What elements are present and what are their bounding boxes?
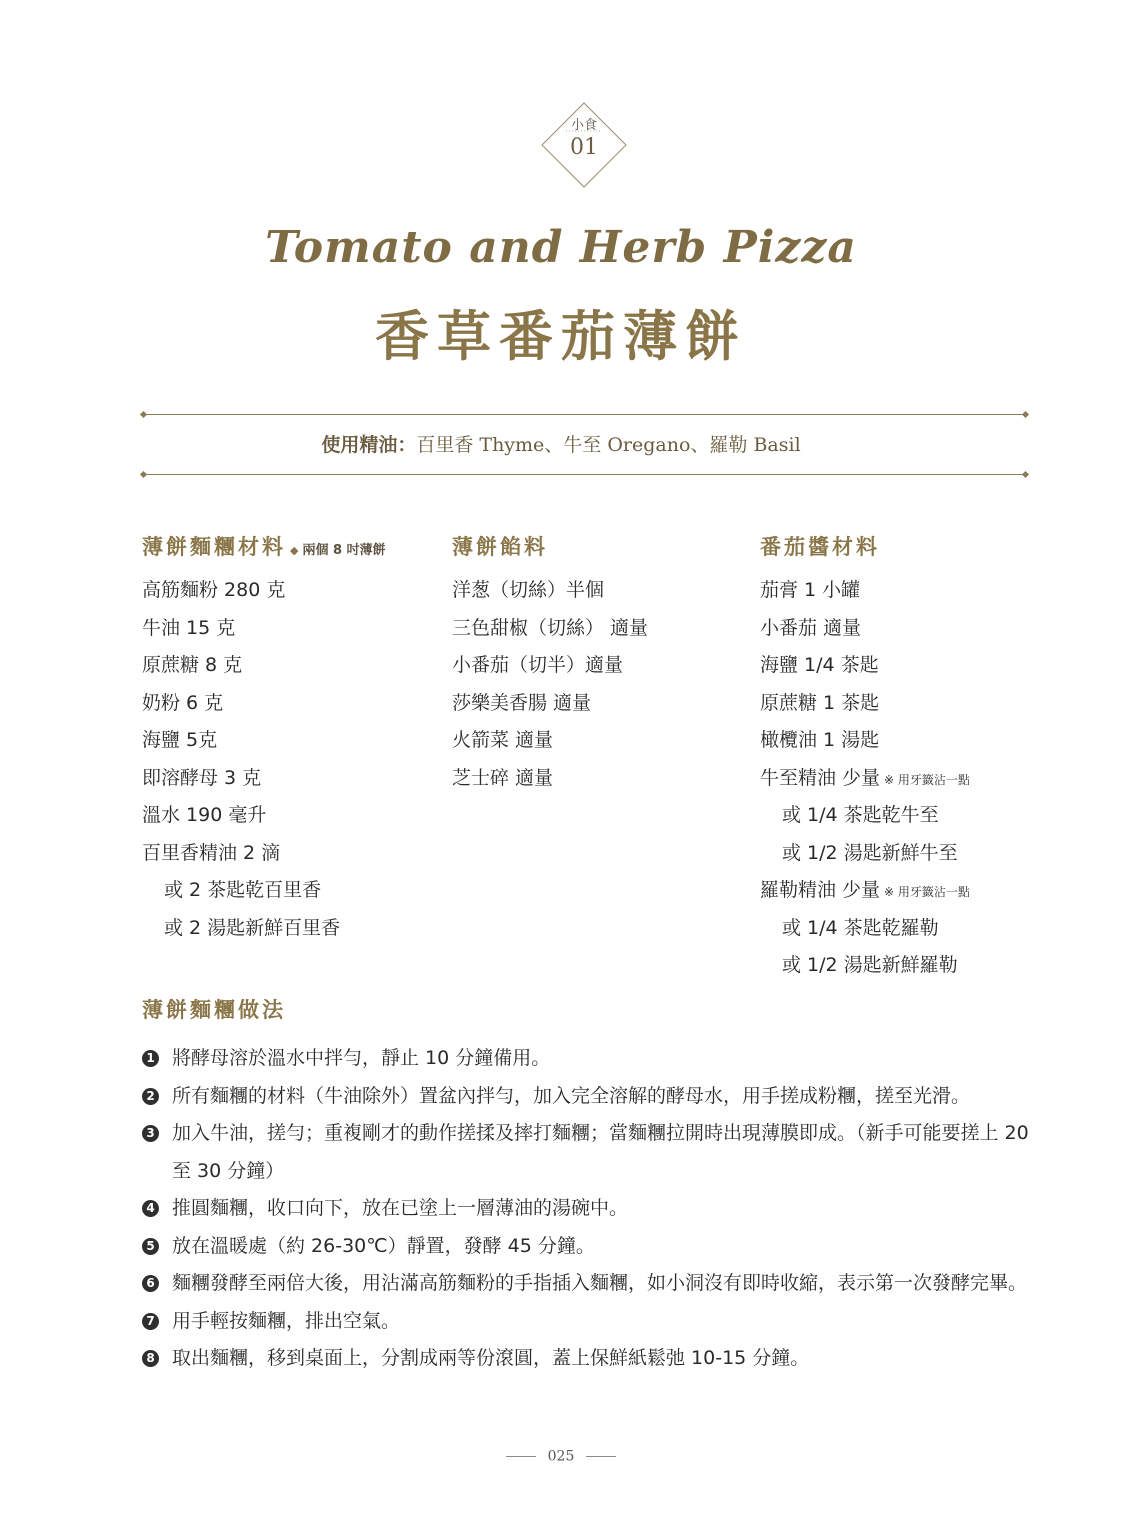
essential-oils-label: 使用精油：: [321, 434, 417, 456]
ingredient-text: 原蔗糖 1 茶匙: [760, 691, 880, 714]
ingredient-item: [760, 726, 1060, 764]
method-step: [142, 1340, 1030, 1378]
step-number-icon: 3: [142, 1125, 159, 1142]
step-text: 推圓麵糰，收口向下，放在已塗上一層薄油的湯碗中。: [172, 1197, 629, 1219]
ingredient-item: [142, 764, 442, 802]
step-number-icon: 1: [142, 1050, 159, 1067]
method-step: [142, 1190, 1030, 1228]
divider-top: [143, 414, 1026, 415]
ingredient-item: [452, 764, 742, 802]
ingredient-item: [142, 914, 442, 952]
ingredient-text: 或 1/2 湯匙新鮮羅勒: [782, 954, 958, 976]
page-footer: [0, 1446, 1122, 1465]
method-step: [142, 1078, 1030, 1116]
ingredient-list: [452, 576, 742, 801]
step-text: 將酵母溶於溫水中拌勻，靜止 10 分鐘備用。: [172, 1047, 551, 1069]
step-number-icon: 5: [142, 1238, 159, 1255]
title-english: Tomato and Herb Pizza: [265, 222, 857, 273]
tomato-sauce-heading: 番茄醬材料: [760, 534, 880, 559]
ingredient-item: [760, 576, 1060, 614]
ingredient-item: [452, 576, 742, 614]
ingredient-item: [142, 576, 442, 614]
ingredient-list: [142, 576, 442, 951]
ingredient-item: [142, 876, 442, 914]
step-number-icon: 7: [142, 1313, 159, 1330]
ingredient-text: 奶粉 6 克: [142, 691, 224, 714]
yield-note-text: 兩個 8 吋薄餅: [302, 543, 386, 558]
ingredient-text: 或 1/4 茶匙乾羅勒: [782, 916, 939, 939]
page-number: 025: [547, 1448, 575, 1465]
ingredient-text: 原蔗糖 8 克: [142, 654, 243, 676]
diamond-bullet-icon: ◆: [290, 544, 299, 557]
topping-column: [452, 530, 742, 801]
ingredient-text: 即溶酵母 3 克: [142, 766, 262, 789]
step-number-icon: 2: [142, 1088, 159, 1105]
ingredient-text: 牛油 15 克: [142, 616, 236, 639]
footer-line-left: [506, 1456, 536, 1457]
essential-oils-list: 百里香 Thyme、牛至 Oregano、羅勒 Basil: [416, 434, 801, 456]
ingredient-item: [760, 651, 1060, 689]
ingredient-text: 莎樂美香腸 適量: [452, 691, 592, 714]
ingredient-text: 或 1/4 茶匙乾牛至: [782, 804, 939, 826]
ingredient-text: 茄膏 1 小罐: [760, 579, 861, 601]
ingredient-item: [760, 839, 1060, 877]
method-step: [142, 1040, 1030, 1078]
ingredient-item: [142, 726, 442, 764]
ingredient-list: [760, 576, 1060, 989]
method-steps: [142, 1040, 1030, 1378]
method-step: [142, 1265, 1030, 1303]
step-number-icon: 8: [142, 1350, 159, 1367]
ingredient-text: 高筋麵粉 280 克: [142, 579, 286, 601]
column-heading: [142, 530, 442, 564]
step-text: 放在溫暖處（約 26-30℃）靜置，發酵 45 分鐘。: [172, 1234, 595, 1257]
ingredient-text: 洋葱（切絲）半個: [452, 579, 605, 601]
recipe-badge: [541, 102, 627, 188]
step-text: 用手輕按麵糰，排出空氣。: [172, 1309, 401, 1332]
ingredient-item: [452, 651, 742, 689]
ingredient-item: [142, 801, 442, 839]
ingredient-text: 海鹽 1/4 茶匙: [760, 654, 879, 676]
ingredient-note: ※ 用牙籤沾一點: [884, 885, 970, 899]
ingredient-item: [760, 801, 1060, 839]
ingredient-note: ※ 用牙籤沾一點: [884, 772, 970, 787]
dough-ingredients-heading: 薄餅麵糰材料: [142, 534, 286, 559]
ingredient-text: 三色甜椒（切絲） 適量: [452, 616, 649, 639]
title-chinese: 香草番茄薄餅: [375, 304, 747, 368]
badge-category: 小食: [570, 118, 597, 133]
method-step: [142, 1228, 1030, 1266]
ingredient-text: 小番茄（切半）適量: [452, 654, 624, 676]
ingredient-item: [760, 614, 1060, 652]
yield-note: [290, 543, 386, 558]
step-text: 麵糰發酵至兩倍大後，用沾滿高筋麵粉的手指插入麵糰，如小洞沒有即時收縮，表示第一次發酵完畢。: [172, 1272, 1028, 1294]
ingredient-text: 芝士碎 適量: [452, 766, 554, 789]
step-number-icon: 6: [142, 1275, 159, 1292]
ingredient-item: [142, 689, 442, 727]
ingredient-text: 牛至精油 少量: [760, 766, 881, 789]
ingredient-item: [452, 726, 742, 764]
ingredient-item: [760, 914, 1060, 952]
ingredient-text: 或 2 茶匙乾百里香: [164, 879, 322, 901]
step-number-icon: 4: [142, 1200, 159, 1217]
step-text: 取出麵糰，移到桌面上，分割成兩等份滾圓，蓋上保鮮紙鬆弛 10-15 分鐘。: [172, 1347, 810, 1369]
ingredient-item: [452, 689, 742, 727]
ingredient-item: [142, 839, 442, 877]
step-text: 加入牛油，搓勻；重複剛才的動作搓揉及摔打麵糰；當麵糰拉開時出現薄膜即成。（新手可能要搓上 20 至 30 分鐘）: [172, 1122, 1029, 1182]
method-step: [142, 1303, 1030, 1341]
ingredient-text: 或 2 湯匙新鮮百里香: [164, 916, 341, 939]
ingredient-text: 羅勒精油 少量: [760, 879, 881, 901]
ingredient-item: [760, 689, 1060, 727]
ingredient-text: 火箭菜 適量: [452, 729, 554, 751]
step-text: 所有麵糰的材料（牛油除外）置盆內拌勻，加入完全溶解的酵母水，用手搓成粉糰，搓至光滑。: [172, 1084, 971, 1107]
topping-heading: 薄餅餡料: [452, 534, 548, 559]
divider-bottom: [143, 474, 1026, 475]
ingredient-text: 溫水 190 毫升: [142, 804, 267, 826]
ingredient-item: [452, 614, 742, 652]
ingredient-text: 海鹽 5克: [142, 729, 218, 751]
ingredient-text: 百里香精油 2 滴: [142, 841, 281, 864]
method-heading: 薄餅麵糰做法: [142, 997, 286, 1022]
essential-oils-line: [0, 430, 1122, 457]
ingredient-text: 或 1/2 湯匙新鮮牛至: [782, 841, 958, 864]
ingredient-item: [142, 651, 442, 689]
dough-ingredients-column: [142, 530, 442, 951]
ingredient-item: [760, 764, 1060, 802]
ingredient-text: 小番茄 適量: [760, 616, 862, 639]
badge-number: 01: [570, 135, 598, 160]
method-step: [142, 1115, 1030, 1190]
footer-line-right: [586, 1456, 616, 1457]
ingredient-item: [142, 614, 442, 652]
ingredient-text: 橄欖油 1 湯匙: [760, 729, 880, 751]
ingredient-item: [760, 951, 1060, 989]
tomato-sauce-column: [760, 530, 1060, 989]
ingredient-item: [760, 876, 1060, 914]
